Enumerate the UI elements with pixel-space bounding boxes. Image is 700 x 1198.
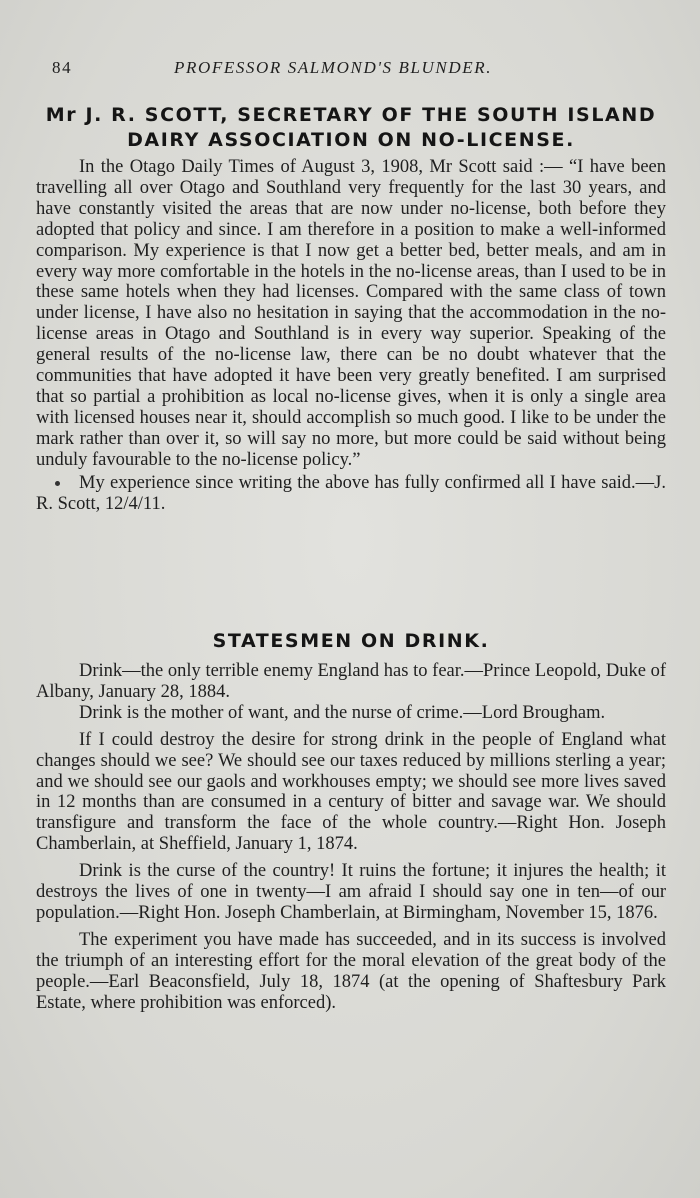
scott-confirmation-text: My experience since writing the above has fully confirmed all I have said.—J. R. Scott, 12/4/11. [36, 472, 666, 514]
quote-chamberlain-birmingham: Drink is the curse of the country! It ruins the fortune; it injures the health; it destroys the lives of one in twenty—I am afraid I should say one in ten—of our population.—Right Hon. Joseph Chamberlain, at Birmingham, November 15, 1876. [36, 861, 666, 923]
running-header [36, 58, 666, 80]
heading-line-1: Mr J. R. SCOTT, SECRETARY OF THE SOUTH ISLAND [45, 104, 657, 126]
bullet-mark [55, 481, 60, 486]
section-heading-statesmen: STATESMEN ON DRINK. [212, 630, 490, 652]
quote-beaconsfield: The experiment you have made has succeeded, and in its success is involved the triumph of an interesting effort for the moral elevation of the great body of the people.—Earl Beaconsfield, July 18, 1874 (at the opening of Shaftesbury Park Estate, where prohibition was enforced). [36, 929, 666, 1013]
scott-article [36, 157, 666, 514]
quote-prince-leopold: Drink—the only terrible enemy England has to fear.—Prince Leopold, Duke of Albany, January 28, 1884. [36, 661, 666, 702]
running-title: PROFESSOR SALMOND'S BLUNDER. [174, 58, 493, 77]
heading-line-2: DAIRY ASSOCIATION ON NO-LICENSE. [127, 129, 575, 151]
quote-lord-brougham: Drink is the mother of want, and the nurse of crime.—Lord Brougham. [79, 702, 606, 723]
section-heading-scott [36, 103, 666, 153]
statesmen-quotes [36, 661, 666, 1014]
quote-chamberlain-sheffield: If I could destroy the desire for strong drink in the people of England what changes should we see? We should see our taxes reduced by millions sterling a year; and we should see our gaols and workhouses empty; we should see more lives saved in 12 months than are consumed in a century of bitter and savage war. We should transfigure and transform the face of the whole country.—Right Hon. Joseph Chamberlain, at Sheffield, January 1, 1874. [36, 729, 666, 855]
scott-confirmation-paragraph [36, 473, 666, 515]
scott-quote-paragraph: In the Otago Daily Times of August 3, 1908, Mr Scott said :— “I have been travelling all over Otago and Southland very frequently for the last 30 years, and have constantly visited the areas that are now under no-license, both before they adopted that policy and since. I am therefore in a position to make a well-informed comparison. My experience is that I now get a better bed, better meals, and am in every way more comfortable in the hotels in the no-license areas, than I used to be in these same hotels when they had licenses. Compared with the same class of town under license, I have also no hesitation in saying that the accommodation in the no-license areas in Otago and Southland is in every way superior. Speaking of the general results of the no-license law, there can be no doubt whatever that the communities that have adopted it have been very greatly benefited. I am surprised that so partial a prohibition as local no-license gives, when it is only a single area with licensed houses near it, should accomplish so much good. I like to be under the mark rather than over it, so will say no more, but more could be said without being unduly favourable to the no-license policy.” [36, 157, 666, 470]
page-number: 84 [52, 58, 73, 77]
